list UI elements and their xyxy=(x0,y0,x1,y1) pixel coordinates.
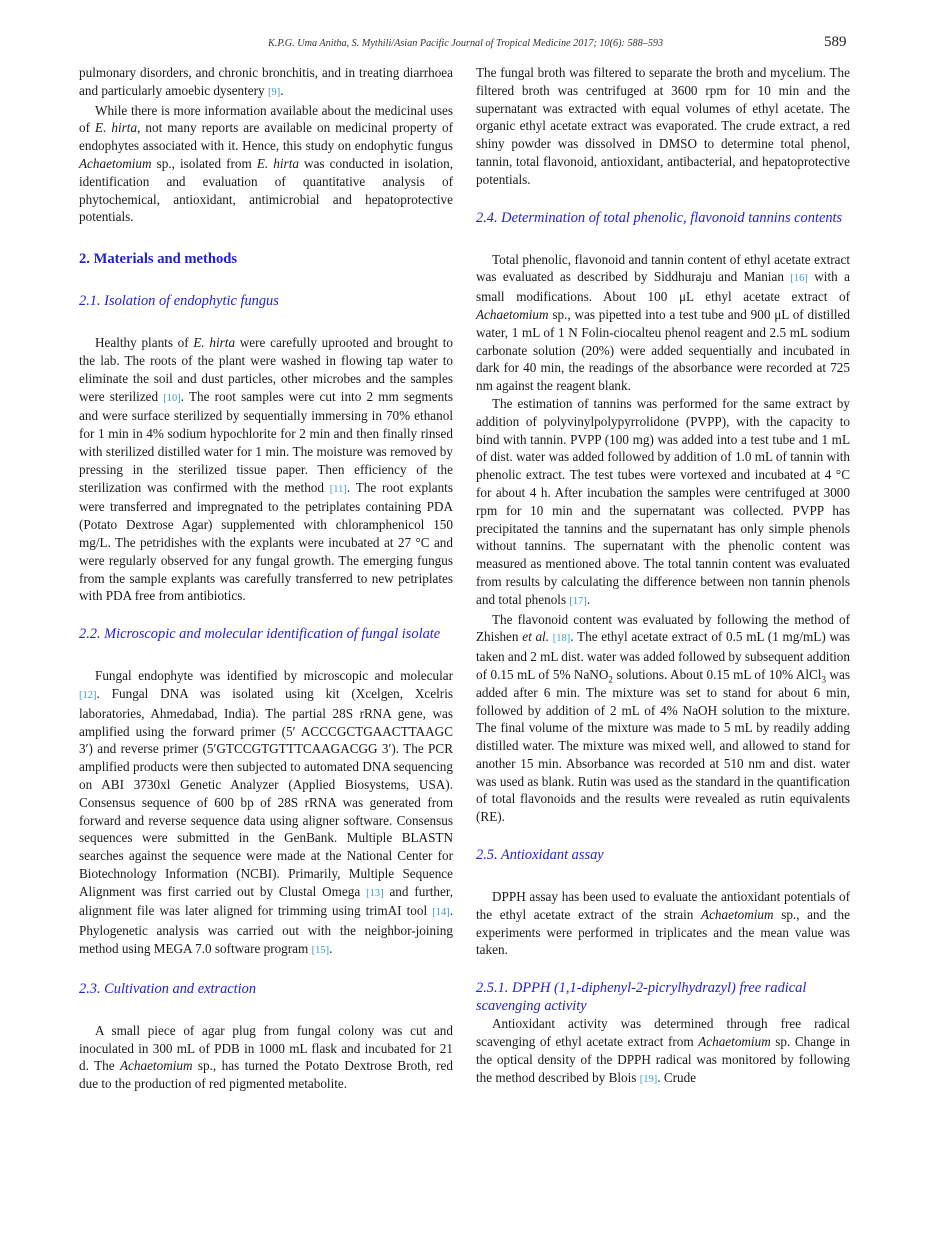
subsection-heading-2-2: 2.2. Microscopic and molecular identification of fungal isolate xyxy=(79,626,441,643)
reference-link-10[interactable]: [10] xyxy=(163,392,181,404)
paragraph-study-aim: While there is more information available about the medicinal uses of E. hirta, not many reports are available on medicinal property of endophytes associated with it. Hence, this study on endophytic fungus Achaetomium sp., isolated from E. hirta was conducted in isolation, identification and evaluation of quantitative analysis of phytochemical, antioxidant, antimicrobial and hepatoprotective potentials. xyxy=(79,102,453,225)
running-head xyxy=(0,35,925,55)
subsection-heading-2-5: 2.5. Antioxidant assay xyxy=(476,847,604,864)
reference-link-9[interactable]: [9] xyxy=(267,86,281,98)
paragraph-extraction-continued: The fungal broth was filtered to separate the broth and mycelium. The filtered broth was centrifuged at 3600 rpm for 10 min and the supernatant was extracted with equal volumes of ethyl acetate. The organic ethyl acetate extract was evaporated. The crude extract, a red shiny powder was dissolved in DMSO to determine total phenol, tannin, total flavonoid, antioxidant, antibacterial, and hepatoprotective potentials. xyxy=(476,65,850,187)
reference-link-13[interactable]: [13] xyxy=(366,887,384,899)
paragraph-cultivation: A small piece of agar plug from fungal colony was cut and inoculated in 300 mL of PDB in 1000 mL flask and incubated for 21 d. The Achaetomium sp., has turned the Potato Dextrose Broth, red due to the production of red pigmented metabolite. xyxy=(79,1022,453,1092)
reference-link-12[interactable]: [12] xyxy=(79,689,97,701)
reference-link-11[interactable]: [11] xyxy=(329,483,347,495)
reference-link-15[interactable]: [15] xyxy=(311,945,330,957)
subsection-heading-2-4: 2.4. Determination of total phenolic, flavonoid tannins contents xyxy=(476,209,843,226)
subsection-heading-2-5-1: 2.5.1. DPPH (1,1-diphenyl-2-picrylhydrazyl) free radical scavenging activity xyxy=(476,980,807,1015)
paragraph-total-phenolic: Total phenolic, flavonoid and tannin content of ethyl acetate extract was evaluated as described by Siddhuraju and Manian [16] with a small modifications. About 100 μL ethyl acetate extract of Achaetomium sp., was pipetted into a test tube and 900 μL of distilled water, 1 mL of 1 N Folin-ciocalteu phenol reagent and 2.5 mL sodium carbonate solution (20%) were added sequentially and incubated in dark for 40 min, the readings of the absorbance were recorded at 725 nm against the reagent blank. xyxy=(476,251,850,394)
paragraph-identification: Fungal endophyte was identified by microscopic and molecular [12]. Fungal DNA was isolated using kit (Xcelgen, Xcelris laboratories, Ahmedabad, India). The partial 28S rRNA gene, was amplified using the forward primer (5′ ACCCGCTGAACTTAAGC 3′) and reverse primer (5′GTCCGTGTTTCAAGACGG 3′). The PCR amplified products were then subjected to automated DNA sequencing on ABI 3730xl Genetic Analyzer (Applied Biosystems, USA). Consensus sequence of 600 bp of 28S rRNA was generated from forward and reverse sequence data using aligner software. Consensus sequences were submitted in the GenBank. Multiple BLASTN searches against the sequence were made at the National Center for Biotechnology Information (NCBI). Primarily, Multiple Sequence Alignment was first carried out by Clustal Omega [13] and further, alignment file was later aligned for trimming using trimAI tool [14]. Phylogenetic analysis was carried out with the neighbor-joining method using MEGA 7.0 software program [15]. xyxy=(79,668,453,957)
reference-link-14[interactable]: [14] xyxy=(432,907,450,919)
page-number: 589 xyxy=(824,34,847,50)
paragraph-dpph: Antioxidant activity was determined through free radical scavenging of ethyl acetate extract from Achaetomium sp. Change in the optical density of the DPPH radical was monitored by following the method described by Blois [19]. Crude xyxy=(476,1016,850,1085)
paragraph-isolation: Healthy plants of E. hirta were carefully uprooted and brought to the lab. The roots of the plant were washed in flowing tap water to eliminate the soil and dust particles, other microbes and the samples were sterilized [10]. The root samples were cut into 2 mm segments and were surface sterilized by sequentially immersing in 70% ethanol for 1 min in 4% sodium hypochlorite for 2 min and then finally rinsed with sterilized distilled water for 1 min. The moisture was removed by pressing in the sterilized tissue paper. Then efficiency of the sterilization was confirmed with the method [11]. The root explants were transferred and impregnated to the petriplates containing PDA (Potato Dextrose Agar) supplemented with chloramphenicol 150 mg/L. The petridishes with the explants were incubated at 27 °C and were regularly observed for any fungal growth. The emerging fungus from the sample explants was carefully transferred to new petriplates with PDA free from antibiotics. xyxy=(79,335,454,604)
paragraph-flavonoid: The flavonoid content was evaluated by following the method of Zhishen et al. [18]. The ethyl acetate extract of 0.5 mL (1 mg/mL) was taken and 2 mL dist. water was added followed by subsequent addition of 0.15 mL of 5% NaNO$_2$ solutions. About 0.15 mL of 10% AlCl$_3$ was added after 6 min. The mixture was set to stand for about 6 min, followed by addition of 2 mL of 4% NaOH solution to the mixture. The final volume of the mixture was made to 5 mL by readily adding distilled water. The mixture was mixed well, and allowed to stand for another 15 min. Absorbance was recorded at 510 nm and dist. water was used as blank. Rutin was used as the standard in the quantification of total flavonoids and the results were revealed as rutin equivalents (RE). xyxy=(476,611,850,825)
reference-link-19[interactable]: [19] xyxy=(639,1073,658,1085)
paragraph-intro-end: pulmonary disorders, and chronic bronchitis, and in treating diarrhoea and particularly amoebic dysentery [9]. xyxy=(79,65,453,98)
subsection-heading-2-3: 2.3. Cultivation and extraction xyxy=(79,980,257,997)
reference-link-16[interactable]: [16] xyxy=(790,273,808,285)
left-column xyxy=(79,64,453,1093)
subsection-heading-2-1: 2.1. Isolation of endophytic fungus xyxy=(79,293,279,310)
section-heading-materials-methods: 2. Materials and methods xyxy=(79,251,238,268)
reference-link-18[interactable]: [18] xyxy=(552,633,571,645)
paragraph-antioxidant-assay: DPPH assay has been used to evaluate the antioxidant potentials of the ethyl acetate extract of the strain Achaetomium sp., and the experiments were performed in triplicates and the mean value was taken. xyxy=(476,889,850,958)
paragraph-tannins: The estimation of tannins was performed for the same extract by addition of polyvinylpolypyrrolidone (PVPP), with the capacity to bind with tannin. PVPP (100 mg) was added into a test tube and 1 mL of dist. water was added followed by addition of 1.0 mL of tannin with phenolic extract. The test tubes were vortexed and incubated at 4 °C for about 4 h. After incubation the samples were centrifuged at 3000 rpm for 10 min and the supernatant was collected. PVPP has precipitated the tannins and the supernatant has only simple phenols without tannins. The supernatant with the phenolic content was measured as mentioned above. The total tannin content was evaluated from results by calculating the difference between non tannin phenols and total phenols [17]. xyxy=(476,395,850,607)
running-head-citation: K.P.G. Uma Anitha, S. Mythili/Asian Pacific Journal of Tropical Medicine 2017; 10(6): 588–593 xyxy=(268,38,664,49)
right-column xyxy=(476,64,850,1088)
reference-link-17[interactable]: [17] xyxy=(569,595,587,607)
